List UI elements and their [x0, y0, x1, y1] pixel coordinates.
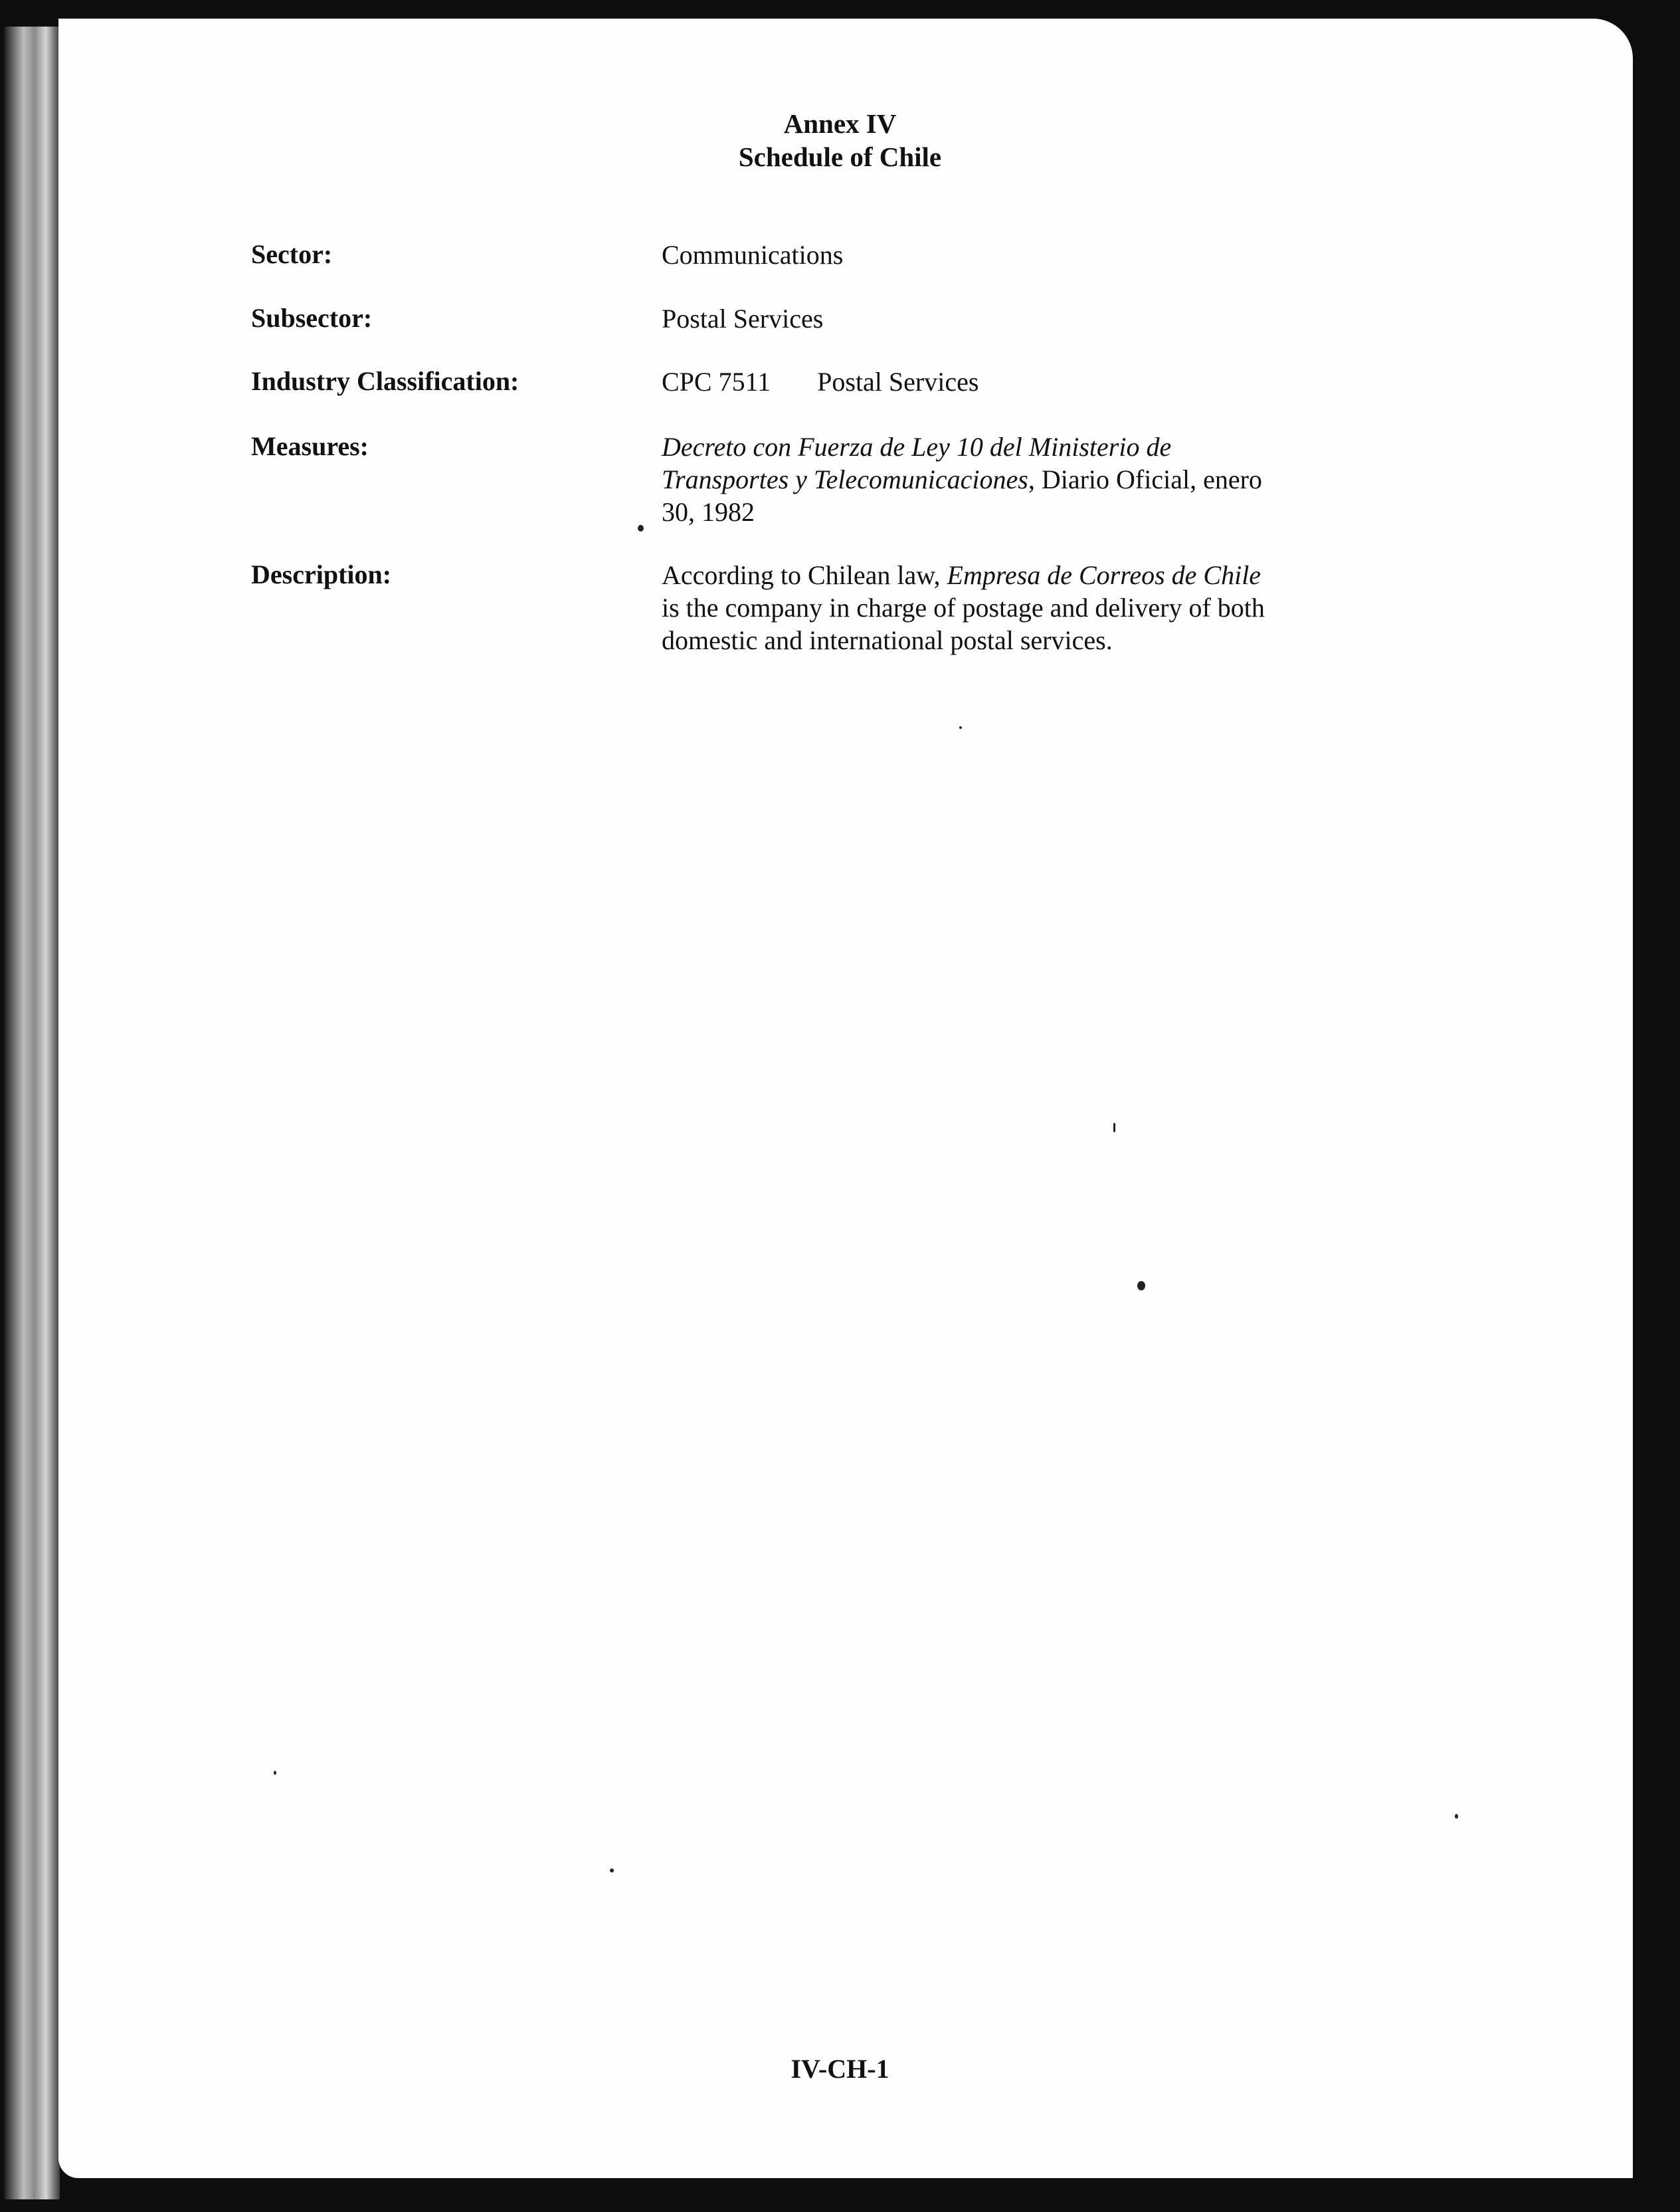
measures-ministry-name: Transportes y Telecomunicaciones [662, 464, 1028, 494]
sector-value [662, 239, 1326, 271]
annex-title: Annex IV [783, 108, 897, 139]
scan-speck [1113, 1123, 1115, 1132]
schedule-title: Schedule of Chile [738, 142, 942, 172]
corner-shadow [1633, 40, 1680, 93]
description-value [662, 559, 1326, 656]
measures-value [662, 431, 1326, 528]
scan-speck [1137, 1281, 1145, 1290]
binding-edge [4, 27, 60, 2199]
description-company-name: Empresa de Correos de Chile [947, 560, 1261, 590]
sector-label: Sector: [251, 239, 333, 269]
sector-value-text: Communications [662, 240, 844, 270]
scan-speck [1455, 1814, 1458, 1819]
subsector-value [662, 302, 1326, 335]
cpc-description: Postal Services [817, 367, 979, 397]
subsector-value-text: Postal Services [662, 304, 824, 334]
measures-label: Measures: [251, 431, 369, 461]
measures-line-1 [662, 431, 1326, 463]
scan-speck [610, 1868, 614, 1872]
page-number: IV-CH-1 [791, 2054, 889, 2084]
industry-classification-value [662, 365, 1326, 398]
scan-speck [959, 726, 962, 729]
description-intro: According to Chilean law, [662, 560, 947, 590]
description-label: Description: [251, 559, 392, 589]
measures-line-2 [662, 463, 1326, 496]
paper-sheet [58, 19, 1633, 2178]
subsector-label: Subsector: [251, 303, 373, 333]
industry-classification-line [662, 365, 1326, 398]
description-line-3: domestic and international postal services. [662, 625, 1113, 655]
scan-speck [274, 1771, 276, 1775]
scan-speck [638, 525, 644, 532]
description-line-2: is the company in charge of postage and delivery of both [662, 593, 1265, 623]
measures-decree-title: Decreto con Fuerza de Ley 10 del Ministerio de [662, 432, 1172, 462]
measures-publication: , Diario Oficial, enero [1028, 464, 1262, 494]
description-line-1 [662, 559, 1326, 591]
cpc-code: CPC 7511 [662, 367, 771, 397]
industry-classification-label: Industry Classification: [251, 366, 519, 396]
measures-line-3: 30, 1982 [662, 497, 755, 527]
